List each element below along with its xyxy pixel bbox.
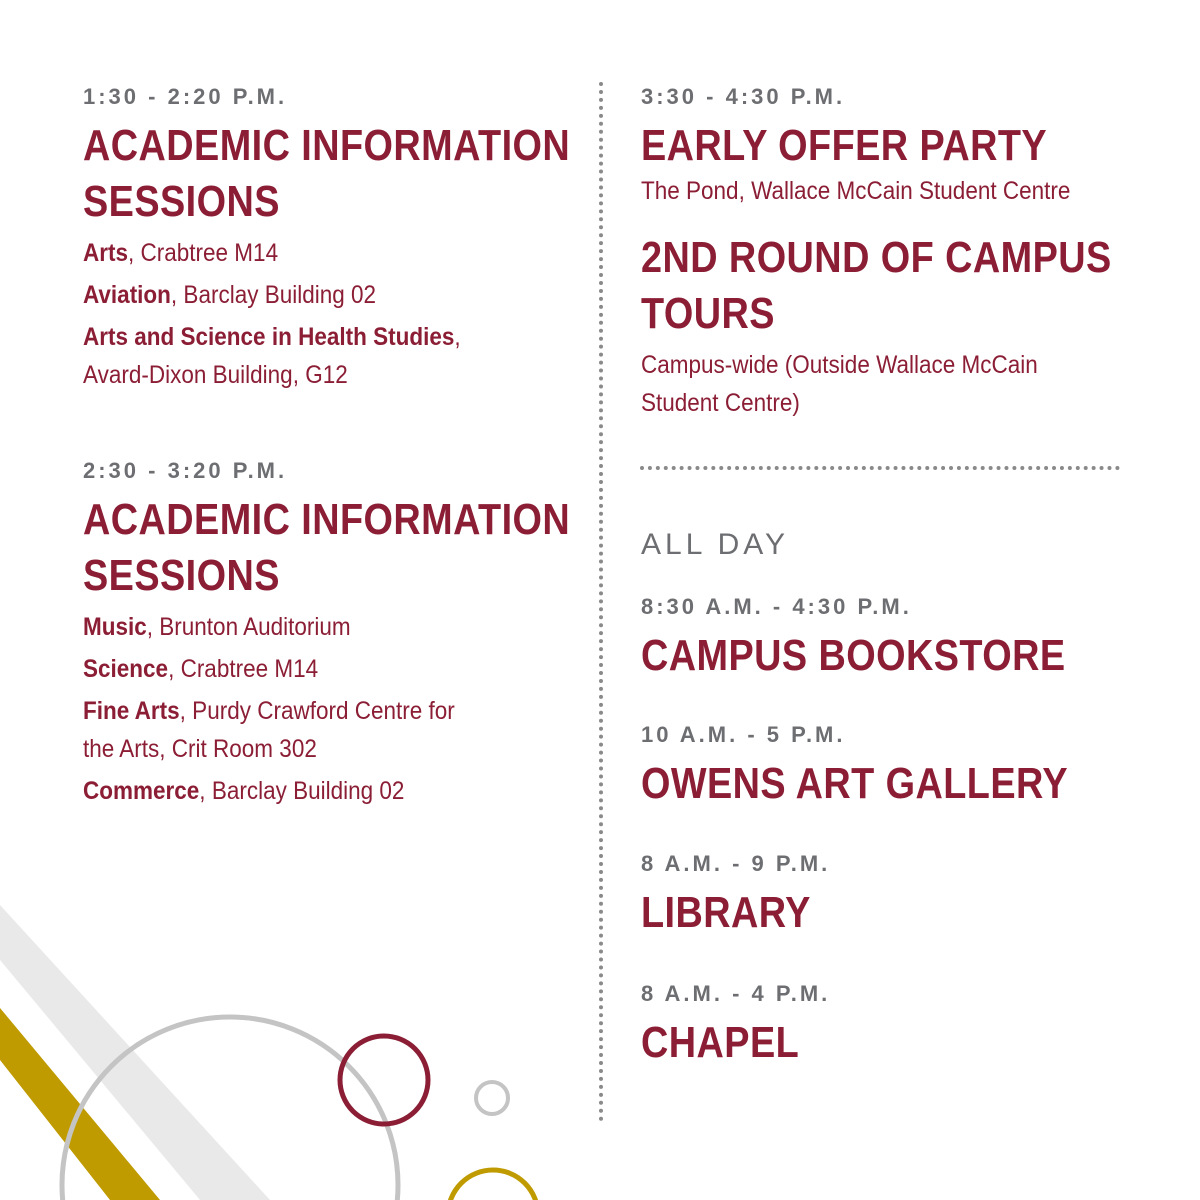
entry-time: 8 A.M. - 9 P.M.	[641, 851, 831, 876]
event-location-tours: Campus-wide (Outside Wallace McCain Student Centre)	[641, 351, 1038, 417]
session-item-fine-arts-location: the Arts, Crit Room 302	[83, 735, 317, 763]
all-day-entry	[641, 722, 1141, 816]
session-item-music: Music, Brunton Auditorium	[83, 613, 351, 641]
all-day-entry	[641, 981, 1141, 1075]
all-day-heading: ALL DAY	[641, 528, 790, 561]
light-gray-stripe	[0, 905, 270, 1200]
session-title: ACADEMIC INFORMATION SESSIONS	[83, 495, 571, 600]
session-item-fine-arts: Fine Arts, Purdy Crawford Centre for	[83, 697, 455, 725]
event-time: 3:30 - 4:30 P.M.	[641, 84, 846, 109]
event-location: The Pond, Wallace McCain Student Centre	[641, 177, 1071, 205]
session-time: 1:30 - 2:20 P.M.	[83, 84, 288, 109]
entry-time: 10 A.M. - 5 P.M.	[641, 722, 846, 747]
session-time: 2:30 - 3:20 P.M.	[83, 458, 288, 483]
gold-ring	[448, 1170, 538, 1200]
session-item-health-studies: Arts and Science in Health Studies,	[83, 323, 461, 351]
entry-title: OWENS ART GALLERY	[641, 759, 1069, 808]
event-title-early-offer: EARLY OFFER PARTY	[641, 121, 1048, 170]
all-day-entry	[641, 594, 1141, 688]
right-session-block-1	[641, 84, 1141, 422]
session-item-arts: Arts, Crabtree M14	[83, 239, 279, 267]
entry-title: CAMPUS BOOKSTORE	[641, 631, 1066, 680]
all-day-entry	[641, 851, 1141, 945]
session-item-commerce: Commerce, Barclay Building 02	[83, 777, 405, 805]
all-day-section	[641, 528, 1141, 562]
event-title-campus-tours: 2ND ROUND OF CAMPUS TOURS	[641, 233, 1112, 338]
session-item-aviation: Aviation, Barclay Building 02	[83, 281, 377, 309]
entry-title: CHAPEL	[641, 1018, 800, 1067]
entry-time: 8:30 A.M. - 4:30 P.M.	[641, 594, 912, 619]
horizontal-dotted-divider	[640, 466, 1120, 470]
entry-title: LIBRARY	[641, 888, 811, 937]
vertical-dotted-divider	[599, 82, 603, 1122]
left-session-block-1	[83, 84, 583, 394]
session-item-science: Science, Crabtree M14	[83, 655, 319, 683]
session-title: ACADEMIC INFORMATION SESSIONS	[83, 121, 571, 226]
entry-time: 8 A.M. - 4 P.M.	[641, 981, 831, 1006]
session-item-health-studies-location: Avard-Dixon Building, G12	[83, 361, 348, 389]
red-ring	[340, 1036, 428, 1124]
left-session-block-2	[83, 458, 583, 814]
small-gray-ring	[476, 1082, 508, 1114]
